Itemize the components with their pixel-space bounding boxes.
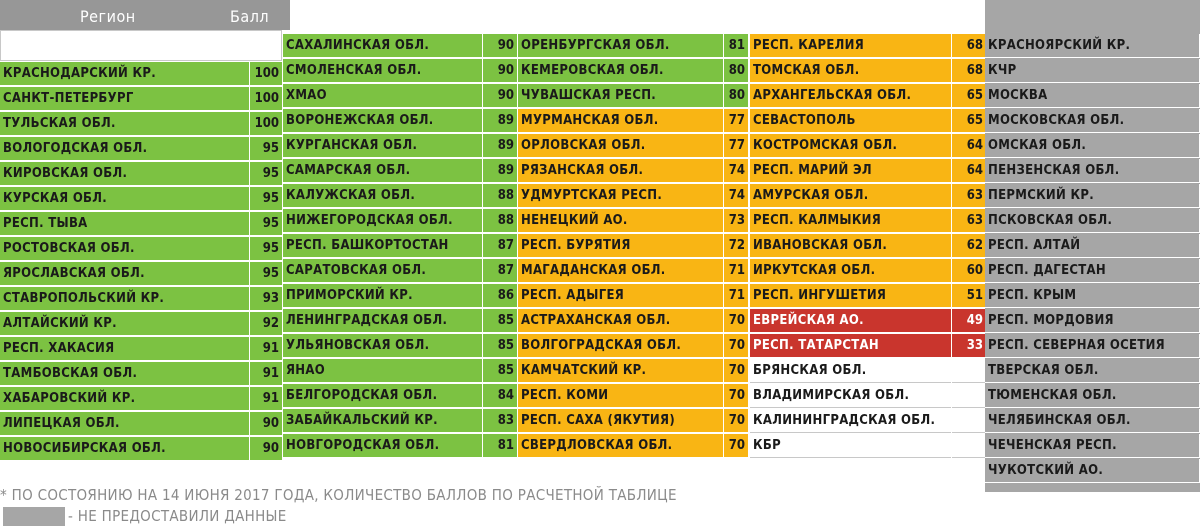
region-score xyxy=(952,434,986,458)
table-row[interactable] xyxy=(750,434,986,458)
region-name: САРАТОВСКАЯ ОБЛ. xyxy=(283,259,483,283)
region-score: 60 xyxy=(966,263,983,278)
table-row[interactable] xyxy=(518,309,748,333)
region-score: 87 xyxy=(497,263,514,278)
table-row[interactable] xyxy=(750,334,986,358)
region-score: 87 xyxy=(497,238,514,253)
region-header[interactable]: Регион xyxy=(80,7,136,26)
table-row[interactable] xyxy=(985,334,1200,358)
region-name: КУРСКАЯ ОБЛ. xyxy=(0,187,250,211)
region-name: РЕСП. БУРЯТИЯ xyxy=(518,234,724,258)
region-name: КИРОВСКАЯ ОБЛ. xyxy=(0,162,250,186)
region-score: 95 xyxy=(262,166,279,181)
region-score: 73 xyxy=(728,213,745,228)
table-row[interactable] xyxy=(283,309,517,333)
table-row[interactable] xyxy=(283,84,517,108)
region-score: 100 xyxy=(254,91,279,106)
table-row[interactable] xyxy=(283,409,517,433)
table-row[interactable] xyxy=(750,384,986,408)
region-name: ХАБАРОВСКИЙ КР. xyxy=(0,387,250,411)
region-name: ЯРОСЛАВСКАЯ ОБЛ. xyxy=(0,262,250,286)
table-row[interactable] xyxy=(283,59,517,83)
sort-score-icon[interactable] xyxy=(250,49,266,57)
region-score: 91 xyxy=(262,366,279,381)
region-name: ЧЕЛЯБИНСКАЯ ОБЛ. xyxy=(985,409,1200,433)
legend-gray-swatch xyxy=(3,507,65,526)
region-name: ОРЕНБУРГСКАЯ ОБЛ. xyxy=(518,34,724,58)
region-name: КУРГАНСКАЯ ОБЛ. xyxy=(283,134,483,158)
region-name: ЧУВАШСКАЯ РЕСП. xyxy=(518,84,724,108)
region-name: САМАРСКАЯ ОБЛ. xyxy=(283,159,483,183)
region-name: КБР xyxy=(750,434,952,458)
table-row[interactable] xyxy=(0,212,282,236)
table-row[interactable] xyxy=(518,334,748,358)
table-row[interactable] xyxy=(750,359,986,383)
table-row[interactable] xyxy=(283,434,517,458)
table-row[interactable] xyxy=(518,359,748,383)
region-name: ПЕРМСКИЙ КР. xyxy=(985,184,1200,208)
legend-text: - НЕ ПРЕДОСТАВИЛИ ДАННЫЕ xyxy=(68,507,287,525)
region-score: 33 xyxy=(966,338,983,353)
region-score: 95 xyxy=(262,141,279,156)
region-name: ОРЛОВСКАЯ ОБЛ. xyxy=(518,134,724,158)
region-score: 49 xyxy=(966,313,983,328)
region-score: 63 xyxy=(966,188,983,203)
region-name: РЕСП. ТАТАРСТАН xyxy=(750,334,952,358)
table-row[interactable] xyxy=(985,459,1200,483)
region-name: РЕСП. СЕВЕРНАЯ ОСЕТИЯ xyxy=(985,334,1200,358)
region-score: 63 xyxy=(966,213,983,228)
region-name: СВЕРДЛОВСКАЯ ОБЛ. xyxy=(518,434,724,458)
footnote: * ПО СОСТОЯНИЮ НА 14 ИЮНЯ 2017 ГОДА, КОЛИЧЕСТВО БАЛЛОВ ПО РАСЧЕТНОЙ ТАБЛИЦЕ xyxy=(0,486,677,504)
table-row[interactable] xyxy=(985,109,1200,133)
table-row[interactable] xyxy=(985,434,1200,458)
table-row[interactable] xyxy=(985,284,1200,308)
table-row[interactable] xyxy=(283,109,517,133)
table-row[interactable] xyxy=(750,259,986,283)
table-row[interactable] xyxy=(283,259,517,283)
table-row[interactable] xyxy=(518,34,748,58)
table-row[interactable] xyxy=(518,259,748,283)
region-name: КРАСНОДАРСКИЙ КР. xyxy=(0,62,250,86)
region-name: ОМСКАЯ ОБЛ. xyxy=(985,134,1200,158)
table-row[interactable] xyxy=(518,209,748,233)
table-row[interactable] xyxy=(283,209,517,233)
score-header[interactable]: Балл xyxy=(230,7,270,26)
table-row[interactable] xyxy=(0,387,282,411)
region-name: ХМАО xyxy=(283,84,483,108)
region-score: 95 xyxy=(262,216,279,231)
region-score: 88 xyxy=(497,213,514,228)
region-name: ВОЛГОГРАДСКАЯ ОБЛ. xyxy=(518,334,724,358)
region-score: 90 xyxy=(497,88,514,103)
region-name: СТАВРОПОЛЬСКИЙ КР. xyxy=(0,287,250,311)
region-score: 70 xyxy=(728,338,745,353)
region-score: 77 xyxy=(728,138,745,153)
region-name: ЕВРЕЙСКАЯ АО. xyxy=(750,309,952,333)
region-score: 89 xyxy=(497,138,514,153)
table-row[interactable] xyxy=(750,409,986,433)
table-row[interactable] xyxy=(0,362,282,386)
table-row[interactable] xyxy=(985,134,1200,158)
region-name: КАМЧАТСКИЙ КР. xyxy=(518,359,724,383)
region-score: 90 xyxy=(497,63,514,78)
table-row[interactable] xyxy=(985,309,1200,333)
table-row[interactable] xyxy=(0,87,282,111)
table-row[interactable] xyxy=(750,109,986,133)
region-name: ЛЕНИНГРАДСКАЯ ОБЛ. xyxy=(283,309,483,333)
table-row[interactable] xyxy=(750,59,986,83)
table-row[interactable] xyxy=(0,337,282,361)
table-header xyxy=(0,0,290,30)
table-row[interactable] xyxy=(0,137,282,161)
region-name: РЕСП. МОРДОВИЯ xyxy=(985,309,1200,333)
region-name: БРЯНСКАЯ ОБЛ. xyxy=(750,359,952,383)
region-score: 81 xyxy=(497,438,514,453)
table-row[interactable] xyxy=(0,412,282,436)
table-row[interactable] xyxy=(985,34,1200,58)
table-row[interactable] xyxy=(283,234,517,258)
region-score: 100 xyxy=(254,66,279,81)
region-name: ЛИПЕЦКАЯ ОБЛ. xyxy=(0,412,250,436)
region-name: АРХАНГЕЛЬСКАЯ ОБЛ. xyxy=(750,84,952,108)
region-score: 89 xyxy=(497,163,514,178)
region-name: ВОРОНЕЖСКАЯ ОБЛ. xyxy=(283,109,483,133)
region-score xyxy=(952,409,986,433)
region-name: РЕСП. КРЫМ xyxy=(985,284,1200,308)
table-row[interactable] xyxy=(0,287,282,311)
region-name: КАЛИНИНГРАДСКАЯ ОБЛ. xyxy=(750,409,952,433)
region-name: САХАЛИНСКАЯ ОБЛ. xyxy=(283,34,483,58)
region-score: 64 xyxy=(966,163,983,178)
region-score: 74 xyxy=(728,163,745,178)
table-row[interactable] xyxy=(750,209,986,233)
region-name: СЕВАСТОПОЛЬ xyxy=(750,109,952,133)
table-row[interactable] xyxy=(985,59,1200,83)
region-score: 68 xyxy=(966,63,983,78)
region-score: 95 xyxy=(262,266,279,281)
table-row[interactable] xyxy=(0,237,282,261)
table-row[interactable] xyxy=(985,184,1200,208)
region-name: ТЮМЕНСКАЯ ОБЛ. xyxy=(985,384,1200,408)
region-score: 90 xyxy=(262,441,279,456)
region-score: 81 xyxy=(728,38,745,53)
region-score: 64 xyxy=(966,138,983,153)
table-row[interactable] xyxy=(518,384,748,408)
region-name: ЧЕЧЕНСКАЯ РЕСП. xyxy=(985,434,1200,458)
region-score: 91 xyxy=(262,341,279,356)
region-score: 85 xyxy=(497,338,514,353)
region-name: НЕНЕЦКИЙ АО. xyxy=(518,209,724,233)
region-name: ТОМСКАЯ ОБЛ. xyxy=(750,59,952,83)
table-row[interactable] xyxy=(518,409,748,433)
region-score: 65 xyxy=(966,88,983,103)
table-row[interactable] xyxy=(518,284,748,308)
region-score: 70 xyxy=(728,313,745,328)
table-row[interactable] xyxy=(283,184,517,208)
table-row[interactable] xyxy=(985,409,1200,433)
table-row[interactable] xyxy=(985,209,1200,233)
region-name: ТАМБОВСКАЯ ОБЛ. xyxy=(0,362,250,386)
region-name: КОСТРОМСКАЯ ОБЛ. xyxy=(750,134,952,158)
region-name: РЕСП. ИНГУШЕТИЯ xyxy=(750,284,952,308)
region-name: МОСКОВСКАЯ ОБЛ. xyxy=(985,109,1200,133)
region-name: ЧУКОТСКИЙ АО. xyxy=(985,459,1200,483)
region-name: РЕСП. КАРЕЛИЯ xyxy=(750,34,952,58)
region-score: 70 xyxy=(728,388,745,403)
table-row[interactable] xyxy=(283,159,517,183)
table-row[interactable] xyxy=(518,159,748,183)
region-name: СМОЛЕНСКАЯ ОБЛ. xyxy=(283,59,483,83)
table-row[interactable] xyxy=(0,312,282,336)
table-row[interactable] xyxy=(0,112,282,136)
table-row[interactable] xyxy=(985,159,1200,183)
table-row[interactable] xyxy=(283,134,517,158)
table-row[interactable] xyxy=(750,284,986,308)
region-score: 93 xyxy=(262,291,279,306)
region-name: УЛЬЯНОВСКАЯ ОБЛ. xyxy=(283,334,483,358)
region-name: ИВАНОВСКАЯ ОБЛ. xyxy=(750,234,952,258)
sort-row xyxy=(0,30,282,61)
region-name: ТВЕРСКАЯ ОБЛ. xyxy=(985,359,1200,383)
region-score: 90 xyxy=(262,416,279,431)
region-score: 85 xyxy=(497,363,514,378)
table-row[interactable] xyxy=(0,437,282,461)
region-name: РОСТОВСКАЯ ОБЛ. xyxy=(0,237,250,261)
region-name: МУРМАНСКАЯ ОБЛ. xyxy=(518,109,724,133)
region-score: 88 xyxy=(497,188,514,203)
region-name: МОСКВА xyxy=(985,84,1200,108)
table-row[interactable] xyxy=(518,434,748,458)
table-row[interactable] xyxy=(518,234,748,258)
table-row[interactable] xyxy=(750,134,986,158)
table-row[interactable] xyxy=(518,134,748,158)
region-name: НОВГОРОДСКАЯ ОБЛ. xyxy=(283,434,483,458)
table-row[interactable] xyxy=(750,159,986,183)
region-score: 95 xyxy=(262,191,279,206)
region-score: 92 xyxy=(262,316,279,331)
region-score: 70 xyxy=(728,413,745,428)
region-name: АМУРСКАЯ ОБЛ. xyxy=(750,184,952,208)
region-name: РЕСП. МАРИЙ ЭЛ xyxy=(750,159,952,183)
region-score: 70 xyxy=(728,438,745,453)
region-score: 72 xyxy=(728,238,745,253)
region-name: КАЛУЖСКАЯ ОБЛ. xyxy=(283,184,483,208)
region-score: 83 xyxy=(497,413,514,428)
table-row[interactable] xyxy=(0,62,282,86)
table-row[interactable] xyxy=(750,34,986,58)
region-name: БЕЛГОРОДСКАЯ ОБЛ. xyxy=(283,384,483,408)
region-name: АСТРАХАНСКАЯ ОБЛ. xyxy=(518,309,724,333)
table-row[interactable] xyxy=(0,162,282,186)
region-score xyxy=(952,359,986,383)
region-score: 70 xyxy=(728,363,745,378)
table-row[interactable] xyxy=(985,359,1200,383)
table-row[interactable] xyxy=(283,334,517,358)
table-row[interactable] xyxy=(283,359,517,383)
region-score: 68 xyxy=(966,38,983,53)
table-row[interactable] xyxy=(750,234,986,258)
region-name: НОВОСИБИРСКАЯ ОБЛ. xyxy=(0,437,250,461)
region-name: РЕСП. ТЫВА xyxy=(0,212,250,236)
region-name: ЗАБАЙКАЛЬСКИЙ КР. xyxy=(283,409,483,433)
region-name: АЛТАЙСКИЙ КР. xyxy=(0,312,250,336)
region-score: 65 xyxy=(966,113,983,128)
region-score: 89 xyxy=(497,113,514,128)
region-score: 95 xyxy=(262,241,279,256)
region-name: ТУЛЬСКАЯ ОБЛ. xyxy=(0,112,250,136)
region-score: 51 xyxy=(966,288,983,303)
region-score: 80 xyxy=(728,88,745,103)
table-row[interactable] xyxy=(985,84,1200,108)
region-name: КРАСНОЯРСКИЙ КР. xyxy=(985,34,1200,58)
table-row[interactable] xyxy=(985,234,1200,258)
region-name: РЕСП. КОМИ xyxy=(518,384,724,408)
table-row[interactable] xyxy=(985,384,1200,408)
region-score xyxy=(952,384,986,408)
table-row[interactable] xyxy=(283,384,517,408)
region-name: РЕСП. ХАКАСИЯ xyxy=(0,337,250,361)
region-name: РЕСП. ДАГЕСТАН xyxy=(985,259,1200,283)
region-score: 71 xyxy=(728,288,745,303)
region-score: 84 xyxy=(497,388,514,403)
table-row[interactable] xyxy=(750,309,986,333)
table-row[interactable] xyxy=(0,187,282,211)
region-name: НИЖЕГОРОДСКАЯ ОБЛ. xyxy=(283,209,483,233)
table-row[interactable] xyxy=(283,284,517,308)
region-score: 91 xyxy=(262,391,279,406)
region-score: 86 xyxy=(497,288,514,303)
table-row[interactable] xyxy=(750,184,986,208)
region-name: САНКТ-ПЕТЕРБУРГ xyxy=(0,87,250,111)
region-name: УДМУРТСКАЯ РЕСП. xyxy=(518,184,724,208)
region-name: ПРИМОРСКИЙ КР. xyxy=(283,284,483,308)
table-row[interactable] xyxy=(750,84,986,108)
region-score: 62 xyxy=(966,238,983,253)
table-row[interactable] xyxy=(0,262,282,286)
region-name: РЕСП. АДЫГЕЯ xyxy=(518,284,724,308)
region-name: РЕСП. САХА (ЯКУТИЯ) xyxy=(518,409,724,433)
region-score: 77 xyxy=(728,113,745,128)
region-score: 74 xyxy=(728,188,745,203)
region-name: ВЛАДИМИРСКАЯ ОБЛ. xyxy=(750,384,952,408)
region-name: ИРКУТСКАЯ ОБЛ. xyxy=(750,259,952,283)
region-name: КЧР xyxy=(985,59,1200,83)
region-name: КЕМЕРОВСКАЯ ОБЛ. xyxy=(518,59,724,83)
region-name: ПСКОВСКАЯ ОБЛ. xyxy=(985,209,1200,233)
region-name: РЕСП. КАЛМЫКИЯ xyxy=(750,209,952,233)
region-name: РЕСП. АЛТАЙ xyxy=(985,234,1200,258)
region-name: ЯНАО xyxy=(283,359,483,383)
region-score: 80 xyxy=(728,63,745,78)
region-name: МАГАДАНСКАЯ ОБЛ. xyxy=(518,259,724,283)
region-score: 90 xyxy=(497,38,514,53)
region-score: 100 xyxy=(254,116,279,131)
region-score: 85 xyxy=(497,313,514,328)
region-name: РЯЗАНСКАЯ ОБЛ. xyxy=(518,159,724,183)
table-row[interactable] xyxy=(518,184,748,208)
table-row[interactable] xyxy=(985,259,1200,283)
region-name: ПЕНЗЕНСКАЯ ОБЛ. xyxy=(985,159,1200,183)
sort-region-icon[interactable] xyxy=(96,49,112,57)
region-name: РЕСП. БАШКОРТОСТАН xyxy=(283,234,483,258)
table-row[interactable] xyxy=(518,59,748,83)
region-score: 71 xyxy=(728,263,745,278)
table-row[interactable] xyxy=(518,109,748,133)
table-row[interactable] xyxy=(283,34,517,58)
region-name: ВОЛОГОДСКАЯ ОБЛ. xyxy=(0,137,250,161)
table-row[interactable] xyxy=(518,84,748,108)
